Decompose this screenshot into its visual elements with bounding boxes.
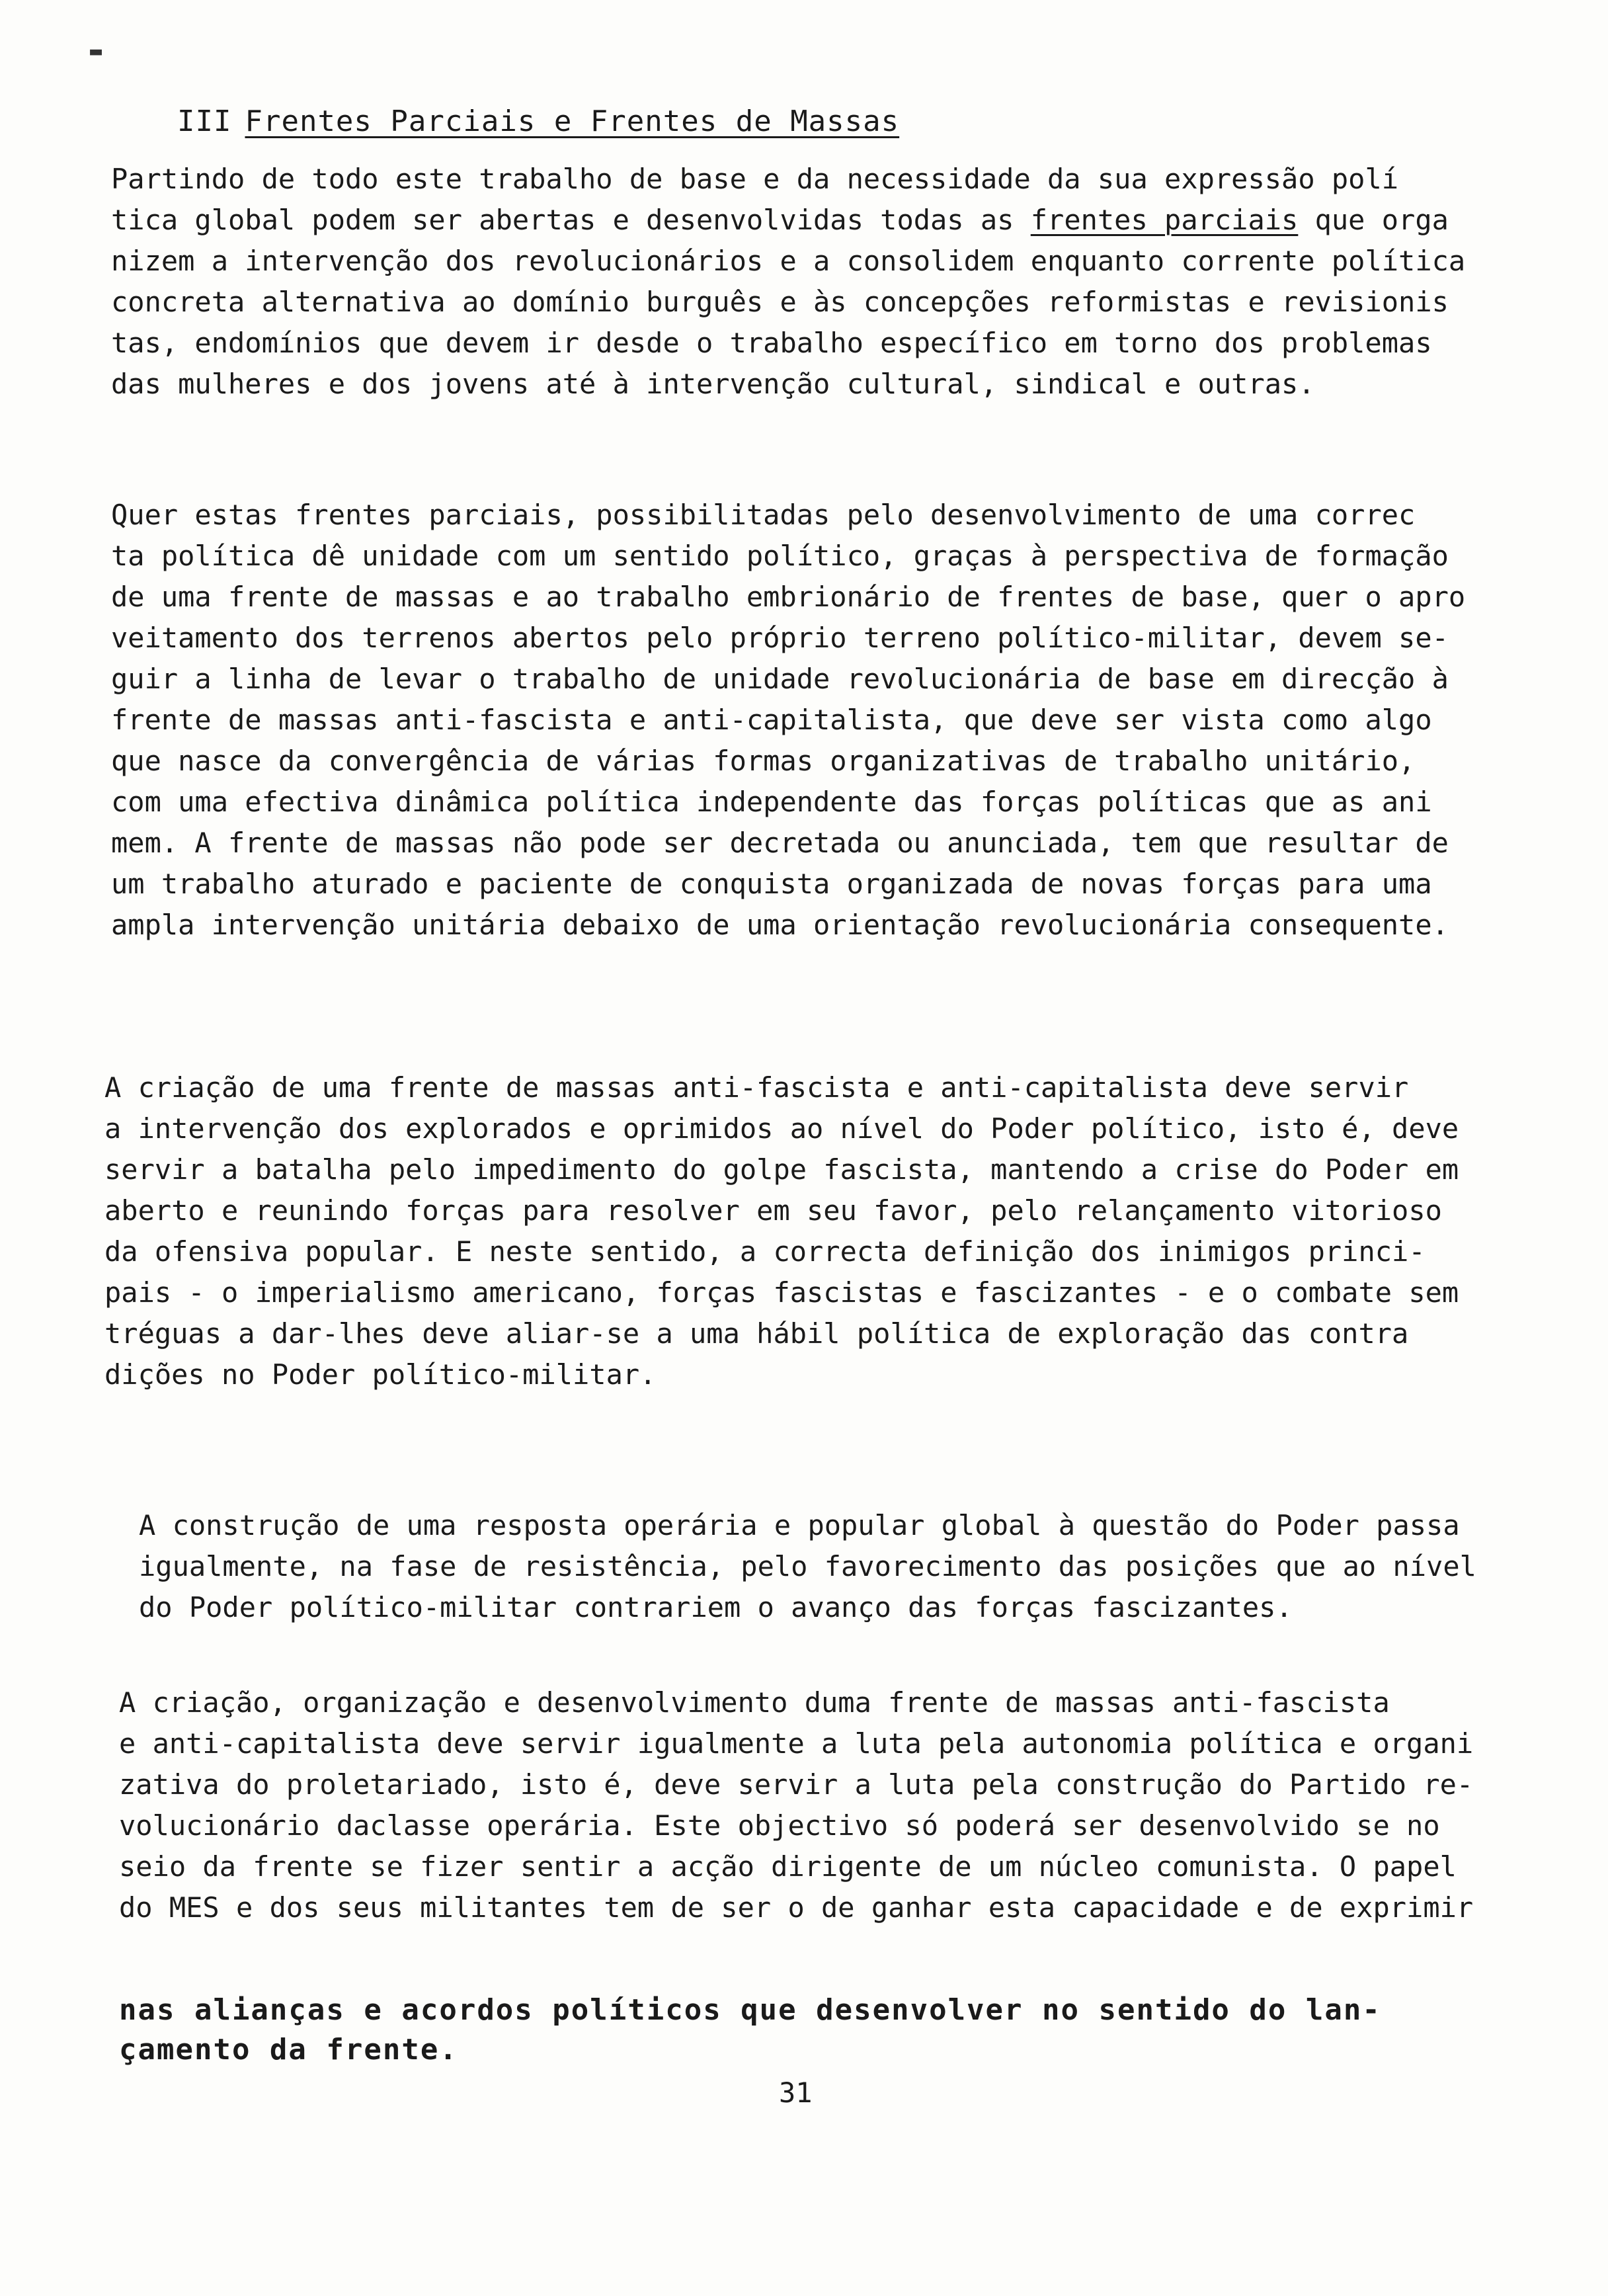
paragraph-line: servir a batalha pelo impedimento do golpe fascista, mantendo a crise do Poder em xyxy=(104,1153,1459,1186)
paragraph-line: do MES e dos seus militantes tem de ser o de ganhar esta capacidade e de exprimir xyxy=(119,1891,1474,1924)
paragraph-2 xyxy=(111,495,1465,946)
paragraph-line: seio da frente se fizer sentir a acção dirigente de um núcleo comunista. O papel xyxy=(119,1850,1457,1883)
paragraph-line: nizem a intervenção dos revolucionários e a consolidem enquanto corrente política xyxy=(111,245,1466,277)
paragraph-line: a intervenção dos explorados e oprimidos ao nível do Poder político, isto é, deve xyxy=(104,1112,1459,1145)
paragraph-line: volucionário daclasse operária. Este objectivo só poderá ser desenvolvido se no xyxy=(119,1809,1440,1842)
paragraph-line: guir a linha de levar o trabalho de unidade revolucionária de base em direcção à xyxy=(111,663,1449,695)
section-heading xyxy=(177,104,899,138)
paragraph-line: Partindo de todo este trabalho de base e da necessidade da sua expressão polí xyxy=(111,163,1399,195)
paragraph-line: com uma efectiva dinâmica política independente das forças políticas que as ani xyxy=(111,786,1432,818)
paragraph-line: dições no Poder político-militar. xyxy=(104,1358,657,1391)
bold-line: nas alianças e acordos políticos que desenvolver no sentido do lan- xyxy=(119,1993,1381,2027)
underlined-phrase: frentes parciais xyxy=(1030,204,1299,236)
paragraph-line: tica global podem ser abertas e desenvolvidas todas as frentes parciais que orga xyxy=(111,204,1449,236)
paragraph-line: que nasce da convergência de várias formas organizativas de trabalho unitário, xyxy=(111,745,1416,777)
paragraph-line: zativa do proletariado, isto é, deve servir a luta pela construção do Partido re- xyxy=(119,1768,1474,1801)
paragraph-line: frente de massas anti-fascista e anti-capitalista, que deve ser vista como algo xyxy=(111,704,1432,736)
section-title: Frentes Parciais e Frentes de Massas xyxy=(245,104,900,138)
paragraph-line: tas, endomínios que devem ir desde o trabalho específico em torno dos problemas xyxy=(111,327,1432,359)
paragraph-line: tréguas a dar-lhes deve aliar-se a uma hábil política de exploração das contra xyxy=(104,1317,1409,1350)
paragraph-line: e anti-capitalista deve servir igualmente a luta pela autonomia política e organi xyxy=(119,1727,1474,1760)
paragraph-line: aberto e reunindo forças para resolver em seu favor, pelo relançamento vitorioso xyxy=(104,1194,1442,1227)
paragraph-line: um trabalho aturado e paciente de conquista organizada de novas forças para uma xyxy=(111,868,1432,900)
paragraph-line: veitamento dos terrenos abertos pelo próprio terreno político-militar, devem se- xyxy=(111,622,1449,654)
paragraph-line: do Poder político-militar contrariem o avanço das forças fascizantes. xyxy=(139,1591,1293,1623)
paragraph-line: das mulheres e dos jovens até à intervenção cultural, sindical e outras. xyxy=(111,368,1315,400)
paragraph-1 xyxy=(111,159,1465,405)
paragraph-line: ta política dê unidade com um sentido político, graças à perspectiva de formação xyxy=(111,540,1449,572)
paragraph-line: ampla intervenção unitária debaixo de uma orientação revolucionária consequente. xyxy=(111,909,1449,941)
bold-line: çamento da frente. xyxy=(119,2033,458,2067)
paragraph-line: mem. A frente de massas não pode ser decretada ou anunciada, tem que resultar de xyxy=(111,827,1449,859)
paragraph-line: A criação de uma frente de massas anti-fascista e anti-capitalista deve servir xyxy=(104,1071,1409,1104)
paragraph-line: pais - o imperialismo americano, forças fascistas e fascizantes - e o combate sem xyxy=(104,1276,1459,1309)
paragraph-4 xyxy=(139,1505,1476,1628)
paragraph-3 xyxy=(104,1067,1459,1395)
paragraph-line: da ofensiva popular. E neste sentido, a correcta definição dos inimigos princi- xyxy=(104,1235,1426,1268)
paragraph-line: igualmente, na fase de resistência, pelo favorecimento das posições que ao nível xyxy=(139,1550,1476,1582)
paragraph-line: Quer estas frentes parciais, possibilitadas pelo desenvolvimento de uma correc xyxy=(111,499,1416,531)
scan-speck-mark: ▬ xyxy=(90,40,102,63)
paragraph-line: A construção de uma resposta operária e popular global à questão do Poder passa xyxy=(139,1509,1460,1541)
section-number: III xyxy=(177,104,232,138)
page-number: 31 xyxy=(779,2076,813,2109)
paragraph-line: de uma frente de massas e ao trabalho embrionário de frentes de base, quer o apro xyxy=(111,581,1466,613)
paragraph-line: A criação, organização e desenvolvimento duma frente de massas anti-fascista xyxy=(119,1686,1390,1719)
paragraph-5 xyxy=(119,1682,1473,1928)
paragraph-line: concreta alternativa ao domínio burguês e às concepções reformistas e revisionis xyxy=(111,286,1449,318)
bold-closing-lines xyxy=(119,1990,1381,2070)
